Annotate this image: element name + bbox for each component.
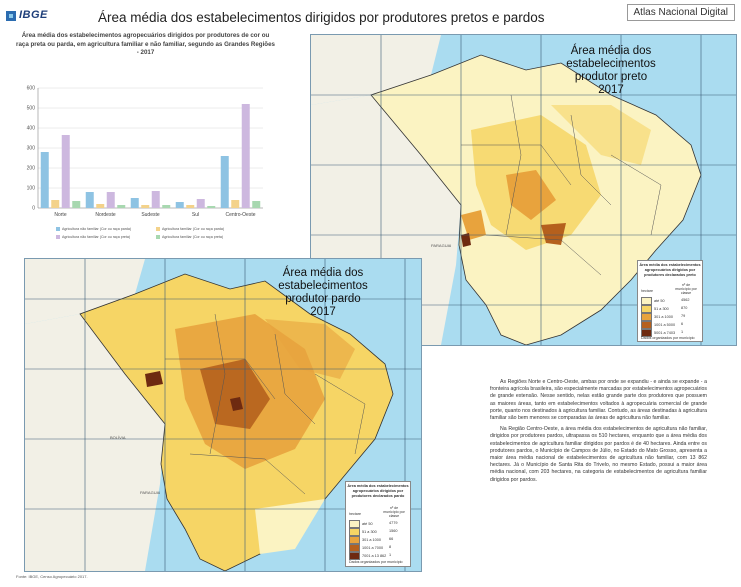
legend-row: 51 a 300 1560 [349,528,377,535]
legend-col-left: hectare [349,512,361,516]
map-pardo-title: Área média dos estabelecimentos produtor pardo 2017 [278,267,368,318]
y-tick-label: 200 [26,165,35,172]
bar [221,156,229,208]
bar-chart-panel [16,30,275,255]
bar [86,192,94,208]
y-tick-label: 600 [26,85,35,92]
ibge-logo [6,9,68,25]
map-produtor-pardo [24,258,422,572]
bar [197,199,205,208]
legend-row: 301 a 1000 66 [349,536,381,543]
x-tick-label: Centro-Oeste [225,212,256,218]
x-tick-label: Sudeste [141,212,160,218]
bar [131,198,139,208]
bar [231,200,239,208]
bar [186,205,194,208]
map-preto-title: Área média dos estabelecimentos produtor preto 2017 [566,45,656,96]
atlas-label: Atlas Nacional Digital [627,4,736,21]
map-pardo-label-bolivia: BOLÍVIA [110,435,126,440]
legend-footer: Dados organizados por município [641,336,695,340]
logo-text: IBGE [19,9,48,21]
legend-col-right: nº de município por classe [675,283,697,296]
legend-row: 1001 a 5000 6 [641,321,675,328]
legend-row: 51 a 300 870 [641,305,669,312]
legend-swatch [349,544,360,552]
legend-row: até 50 4562 [641,297,665,304]
bar [162,205,170,208]
bar [252,201,260,208]
legend-swatch [641,297,652,305]
legend-row: 1001 a 7000 8 [349,544,383,551]
legend-swatch [641,321,652,329]
body-paragraph: As Regiões Norte e Centro-Oeste, ambas por onde se expandiu - e ainda se expande - a fronteira agrícola brasileira, são especialmente marcadas por estabelecimentos agropecuários de grande extensão. Nesse sentido, nelas estão grande parte dos produtores que possuem as maiores áreas, tanto em estabelecimentos voltados à agropecuária comercial de grande porte, quanto nos destinados à agricultura familiar. Contudo, as áreas destinadas à agricultura familiar são bem menores se comparadas às áreas de agricultura não familiar. [490,379,707,422]
map-preto-label-paraguai: PARAGUAI [431,243,452,248]
legend-col-right: nº de município por classe [383,506,405,519]
y-tick-label: 500 [26,105,35,112]
legend-label: Agricultura familiar (Cor ou raça parda) [162,227,225,231]
legend-label: Agricultura não familiar (Cor ou raça parda) [62,227,132,231]
legend-swatch [156,235,160,239]
legend-label: Agricultura familiar (Cor ou raça preta) [162,235,224,239]
legend-row: 5001 a 7403 1 [641,329,675,336]
body-text [490,379,707,488]
bar [62,135,70,208]
bar [152,191,160,208]
source-note: Fonte: IBGE, Censo Agropecuário 2017. [16,574,88,579]
legend-swatch [349,520,360,528]
bar [51,200,59,208]
legend-label: Agricultura não familiar (Cor ou raça preta) [62,235,131,239]
legend-swatch [349,552,360,560]
legend-col-left: hectare [641,289,653,293]
legend-swatch [156,227,160,231]
legend-row: 301 a 1000 79 [641,313,673,320]
legend-swatch [349,528,360,536]
y-tick-label: 0 [32,205,35,212]
y-tick-label: 300 [26,145,35,152]
x-tick-label: Nordeste [95,212,116,218]
map-preto-legend [637,260,703,342]
legend-title: Área média dos estabelecimentos agropecuários dirigidos por produtores declarados preto [639,263,701,277]
chart-title: Área média dos estabelecimentos agropecuários dirigidos por produtores de cor ou raça preta ou parda, em agricultura familiar e não familiar, segundo as Grandes Regiões - 2017 [16,32,275,56]
legend-swatch [641,305,652,313]
legend-footer: Dados organizados por município [349,560,403,564]
page-title: Área média dos estabelecimentos dirigidos por produtores pretos e pardos [98,10,545,25]
map-pardo-label-paraguai: PARAGUAI [140,490,161,495]
legend-swatch [641,313,652,321]
bar [242,104,250,208]
body-paragraph: Na Região Centro-Oeste, a área média dos estabelecimentos de agricultura não familiar, dirigidos por produtores pardos, ultrapassa os 510 hectares, enquanto que a área média dos estabelecimentos de agricultura familiar dirigidos por pardos é de 40 hectares. Ainda entre os produtores pardos, o Município de Campos de Júlio, no Estado do Mato Grosso, apresenta a maior área média nacional de estabelecimentos de agricultura não familiar, com 13 862 hectares. Já o Município de Santa Rita do Trivelo, no mesmo Estado, possui a maior área média nacional, com 203 hectares, na categoria de estabelecimentos de agricultura familiar dirigidos por pardos. [490,426,707,483]
bar [176,202,184,208]
y-tick-label: 100 [26,185,35,192]
x-tick-label: Sul [191,212,200,218]
bar-chart [16,30,275,255]
bar [117,205,125,208]
bar [107,192,115,208]
bar [41,152,49,208]
legend-row: 7001 a 13 862 1 [349,552,386,559]
bar [72,201,80,208]
legend-row: até 50 4779 [349,520,373,527]
bar [96,204,104,208]
legend-swatch [56,235,60,239]
bar [207,206,215,208]
x-tick-label: Norte [54,212,67,218]
y-tick-label: 400 [26,125,35,132]
legend-swatch [349,536,360,544]
legend-swatch [56,227,60,231]
legend-title: Área média dos estabelecimentos agropecuários dirigidos por produtores declarados pardo [347,484,409,498]
bar [141,205,149,208]
map-pardo-legend [345,481,411,567]
